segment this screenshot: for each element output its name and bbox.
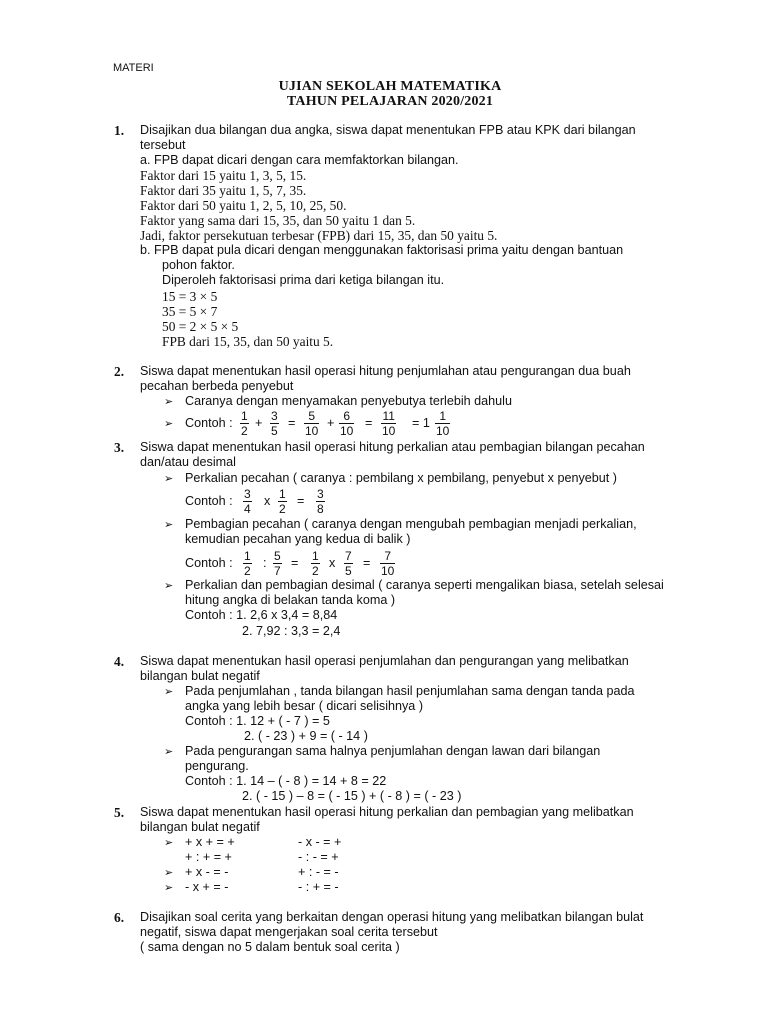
- arrow-bullet-icon: ➢: [164, 417, 174, 430]
- section-1b: b. FPB dapat pula dicari dengan menggunakan faktorisasi prima yaitu dengan bantuan: [140, 243, 624, 257]
- section-4-text: Siswa dapat menentukan hasil operasi penjumlahan dan pengurangan yang melibatkan: [140, 654, 629, 668]
- arrow-bullet-icon: ➢: [164, 866, 174, 879]
- operator: =: [363, 556, 371, 570]
- section-4-text-2: bilangan bulat negatif: [140, 669, 260, 683]
- section-2-text: Siswa dapat menentukan hasil operasi hitung penjumlahan atau pengurangan dua buah: [140, 364, 631, 378]
- section-4-number: 4.: [114, 654, 125, 669]
- bullet-text-2: hitung angka di belakan tanda koma ): [185, 593, 396, 607]
- bullet-text: Perkalian dan pembagian desimal ( caranya seperti mengalikan biasa, setelah selesai: [185, 578, 664, 592]
- bullet-text: Caranya dengan menyamakan penyebutya terlebih dahulu: [185, 394, 512, 408]
- example-label: Contoh :: [185, 494, 233, 508]
- bullet-text-2: pengurang.: [185, 759, 249, 773]
- operator: x: [264, 494, 271, 508]
- bullet-text-2: angka yang lebih besar ( dicari selisihnya ): [185, 699, 424, 713]
- sign-rule: - x + = -: [185, 880, 229, 894]
- example-label: Contoh :: [185, 416, 233, 430]
- section-3-text: Siswa dapat menentukan hasil operasi hitung perkalian atau pembagian bilangan pecahan: [140, 440, 645, 454]
- operator: =: [291, 556, 299, 570]
- operator: =: [297, 494, 305, 508]
- section-3-text-2: dan/atau desimal: [140, 455, 236, 469]
- fraction: $\frac{1}{2}$: [241, 409, 248, 438]
- fpb-result: FPB dari 15, 35, dan 50 yaitu 5.: [162, 334, 334, 349]
- arrow-bullet-icon: ➢: [164, 472, 174, 485]
- arrow-bullet-icon: ➢: [164, 579, 174, 592]
- section-1b-2: pohon faktor.: [162, 258, 235, 272]
- example-line-2: 2. ( - 23 ) + 9 = ( - 14 ): [244, 729, 368, 743]
- sign-rule: - : - = +: [298, 850, 339, 864]
- factor-35: Faktor dari 35 yaitu 1, 5, 7, 35.: [140, 183, 307, 198]
- section-6-text: Disajikan soal cerita yang berkaitan dengan operasi hitung yang melibatkan bilangan bulat: [140, 910, 644, 924]
- fraction: $\frac{1}{2}$: [244, 549, 251, 578]
- operator: +: [327, 416, 335, 430]
- bullet-text: Pada penjumlahan , tanda bilangan hasil penjumlahan sama dengan tanda pada: [185, 684, 635, 698]
- fpb-conclusion: Jadi, faktor persekutuan terbesar (FPB) dari 15, 35, dan 50 yaitu 5.: [140, 228, 498, 243]
- operator: :: [263, 556, 267, 570]
- bullet-text: Perkalian pecahan ( caranya : pembilang x pembilang, penyebut x penyebut ): [185, 471, 617, 485]
- operator: =: [365, 416, 373, 430]
- arrow-bullet-icon: ➢: [164, 518, 174, 531]
- section-2-text-2: pecahan berbeda penyebut: [140, 379, 294, 393]
- fraction: $\frac{3}{8}$: [317, 487, 324, 516]
- section-1-number: 1.: [114, 123, 125, 138]
- section-5-number: 5.: [114, 805, 125, 820]
- bullet-text: Pembagian pecahan ( caranya dengan mengubah pembagian menjadi perkalian,: [185, 517, 637, 531]
- prime-35: 35 = 5 × 7: [162, 304, 218, 319]
- fraction: $\frac{1}{10}$: [436, 409, 450, 438]
- section-6-text-3: ( sama dengan no 5 dalam bentuk soal cerita ): [140, 940, 400, 954]
- factor-15: Faktor dari 15 yaitu 1, 3, 5, 15.: [140, 168, 307, 183]
- sign-rule: + x - = -: [185, 865, 229, 879]
- fraction: $\frac{1}{2}$: [279, 487, 286, 516]
- common-factor: Faktor yang sama dari 15, 35, dan 50 yaitu 1 dan 5.: [140, 213, 416, 228]
- fraction: $\frac{6}{10}$: [340, 409, 354, 438]
- prime-50: 50 = 2 × 5 × 5: [162, 319, 239, 334]
- section-1-text-2: tersebut: [140, 138, 186, 152]
- section-2-number: 2.: [114, 364, 125, 379]
- section-3-number: 3.: [114, 440, 125, 455]
- operator: = 1: [412, 416, 430, 430]
- arrow-bullet-icon: ➢: [164, 881, 174, 894]
- section-6-text-2: negatif, siswa dapat mengerjakan soal cerita tersebut: [140, 925, 438, 939]
- arrow-bullet-icon: ➢: [164, 685, 174, 698]
- fraction: $\frac{5}{10}$: [305, 409, 319, 438]
- operator: x: [329, 556, 336, 570]
- section-6-number: 6.: [114, 910, 125, 925]
- section-5-text: Siswa dapat menentukan hasil operasi hitung perkalian dan pembagian yang melibatkan: [140, 805, 634, 819]
- fraction: $\frac{3}{4}$: [244, 487, 251, 516]
- arrow-bullet-icon: ➢: [164, 836, 174, 849]
- section-5-text-2: bilangan bulat negatif: [140, 820, 260, 834]
- sign-rule: + : + = +: [185, 850, 232, 864]
- materi-label: MATERI: [113, 62, 154, 74]
- fraction: $\frac{1}{2}$: [312, 549, 319, 578]
- example-label: Contoh :: [185, 556, 233, 570]
- operator: +: [255, 416, 263, 430]
- factor-50: Faktor dari 50 yaitu 1, 2, 5, 10, 25, 50.: [140, 198, 347, 213]
- sign-rule: - : + = -: [298, 880, 339, 894]
- example-line: Contoh : 1. 14 – ( - 8 ) = 14 + 8 = 22: [185, 774, 387, 788]
- operator: =: [288, 416, 296, 430]
- section-1-text: Disajikan dua bilangan dua angka, siswa dapat menentukan FPB atau KPK dari bilangan: [140, 123, 636, 137]
- sign-rule: - x - = +: [298, 835, 342, 849]
- fraction: $\frac{7}{10}$: [381, 549, 395, 578]
- fraction: $\frac{7}{5}$: [345, 549, 352, 578]
- sign-rule: + : - = -: [298, 865, 339, 879]
- fraction: $\frac{11}{10}$: [382, 409, 396, 438]
- section-1a: a. FPB dapat dicari dengan cara memfaktorkan bilangan.: [140, 153, 459, 167]
- example-line: Contoh : 1. 12 + ( - 7 ) = 5: [185, 714, 330, 728]
- arrow-bullet-icon: ➢: [164, 745, 174, 758]
- prime-15: 15 = 3 × 5: [162, 289, 218, 304]
- example-line-2: 2. 7,92 : 3,3 = 2,4: [242, 624, 341, 638]
- page-subtitle: TAHUN PELAJARAN 2020/2021: [286, 94, 494, 109]
- bullet-text-2: kemudian pecahan yang kedua di balik ): [185, 532, 411, 546]
- arrow-bullet-icon: ➢: [164, 395, 174, 408]
- bullet-text: Pada pengurangan sama halnya penjumlahan dengan lawan dari bilangan: [185, 744, 601, 758]
- sign-rule: + x + = +: [185, 835, 235, 849]
- example-line-2: 2. ( - 15 ) – 8 = ( - 15 ) + ( - 8 ) = ( - 23 ): [242, 789, 462, 803]
- fraction: $\frac{3}{5}$: [271, 409, 278, 438]
- example-line: Contoh : 1. 2,6 x 3,4 = 8,84: [185, 608, 338, 622]
- prime-factor-intro: Diperoleh faktorisasi prima dari ketiga bilangan itu.: [162, 273, 445, 287]
- page-title: UJIAN SEKOLAH MATEMATIKA: [278, 79, 502, 94]
- fraction: $\frac{5}{7}$: [274, 549, 281, 578]
